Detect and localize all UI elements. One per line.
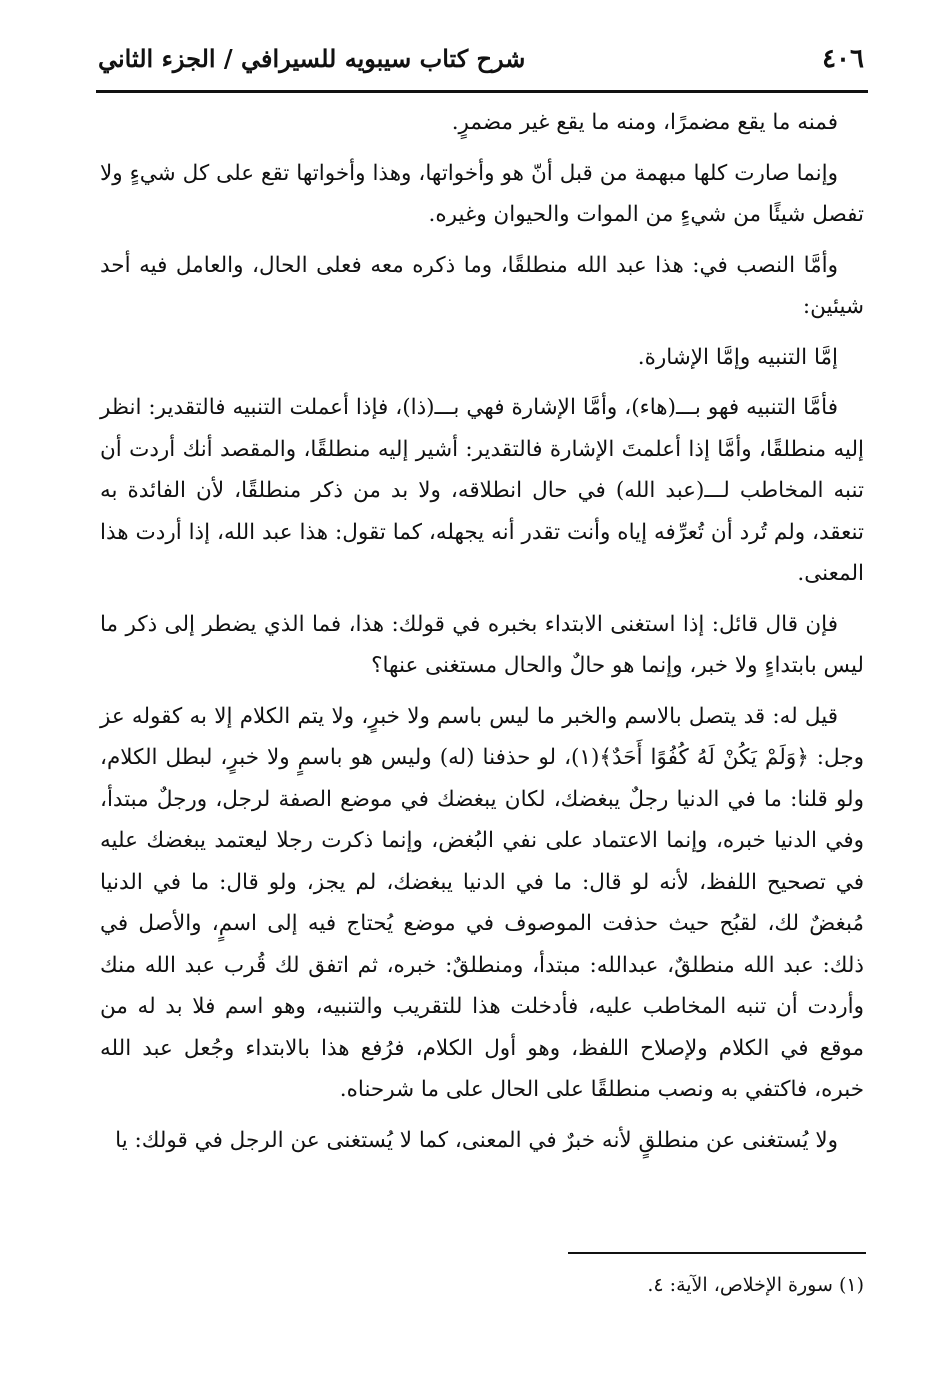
page-header	[96, 40, 866, 88]
paragraph-5: فأمَّا التنبيه فهو بـــ(هاء)، وأمَّا الإشارة فهي بـــ(ذا)، فإذا أعملت التنبيه فالتقدير: انظر إليه منطلقًا، وأمَّا إذا أعلمتَ الإشارة فالتقدير: أشير إليه منطلقًا، والمقصد أنك أردت أن تنبه المخاطب لـــ(عبد الله) في حال انطلاقه، ولا بد من ذكر منطلقًا، لأن الفائدة به تنعقد، ولم تُرد أن تُعرِّفه إياه وأنت تقدر أنه يجهله، كما تقول: هذا عبد الله، إذا أردت هذا المعنى.	[100, 395, 864, 586]
page-number: ٤٠٦	[822, 44, 864, 74]
paragraph-3: وأمَّا النصب في: هذا عبد الله منطلقًا، وما ذكره معه فعلى الحال، والعامل فيه أحد شيئين:	[100, 252, 864, 319]
paragraph-7: قيل له: قد يتصل بالاسم والخبر ما ليس باسم ولا خبرٍ، ولا يتم الكلام إلا به كقوله عز وجل: ﴿وَلَمْ يَكُنْ لَهُ كُفُوًا أَحَدٌ﴾(١)، لو حذفنا (له) وليس هو باسمٍ ولا خبرٍ، لبطل الكلام، ولو قلنا: ما في الدنيا رجلٌ يبغضك، لكان يبغضك في موضع الصفة لرجل، ورجلٌ مبتدأ، وفي الدنيا خبره، وإنما الاعتماد على نفي البُغض، وإنما ذكرت رجلا ليعتمد يبغضك عليه في تصحيح اللفظ، لأنه لو قال: ما في الدنيا يبغضك، لم يجز، ولو قال: ما في الدنيا مُبغضٌ لك، لقبُح حيث حذفت الموصوف في موضع يُحتاج فيه إلى اسمٍ، والأصل في ذلك: عبد الله منطلقٌ، عبدالله: مبتدأ، ومنطلقٌ: خبره، ثم اتفق لك قُرب عبد الله منك وأردت أن تنبه المخاطب عليه، فأدخلت هذا للتقريب والتنبيه، وهو اسم فلا بد له من موقع في الكلام ولإصلاح اللفظ، وهو أول الكلام، فرُفع هذا بالابتداء وجُعل عبد الله خبره، فاكتفي به ونصب منطلقًا على الحال على ما شرحناه.	[100, 703, 864, 1102]
paragraph-4: إمَّا التنبيه وإمَّا الإشارة.	[637, 344, 838, 370]
header-divider	[96, 90, 868, 93]
footnote-divider	[568, 1252, 866, 1254]
paragraph-1: فمنه ما يقع مضمرًا، ومنه ما يقع غير مضمرٍ.	[451, 110, 838, 135]
body-text	[100, 102, 864, 1170]
footnote: (١) سورة الإخلاص، الآية: ٤.	[647, 1274, 864, 1296]
paragraph-2: وإنما صارت كلها مبهمة من قبل أنّ هو وأخواتها، وهذا وأخواتها تقع على كل شيءٍ ولا تفصل شيئًا من شيءٍ من الموات والحيوان وغيره.	[100, 160, 864, 227]
running-title: شرح كتاب سيبويه للسيرافي / الجزء الثاني	[98, 44, 526, 73]
paragraph-6: فإن قال قائل: إذا استغنى الابتداء بخبره في قولك: هذا، فما الذي يضطر إلى ذكر ما ليس بابتداءٍ ولا خبر، وإنما هو حالٌ والحال مستغنى عنها؟	[100, 611, 864, 678]
paragraph-8: ولا يُستغنى عن منطلقٍ لأنه خبرٌ في المعنى، كما لا يُستغنى عن الرجل في قولك: يا	[115, 1127, 838, 1153]
